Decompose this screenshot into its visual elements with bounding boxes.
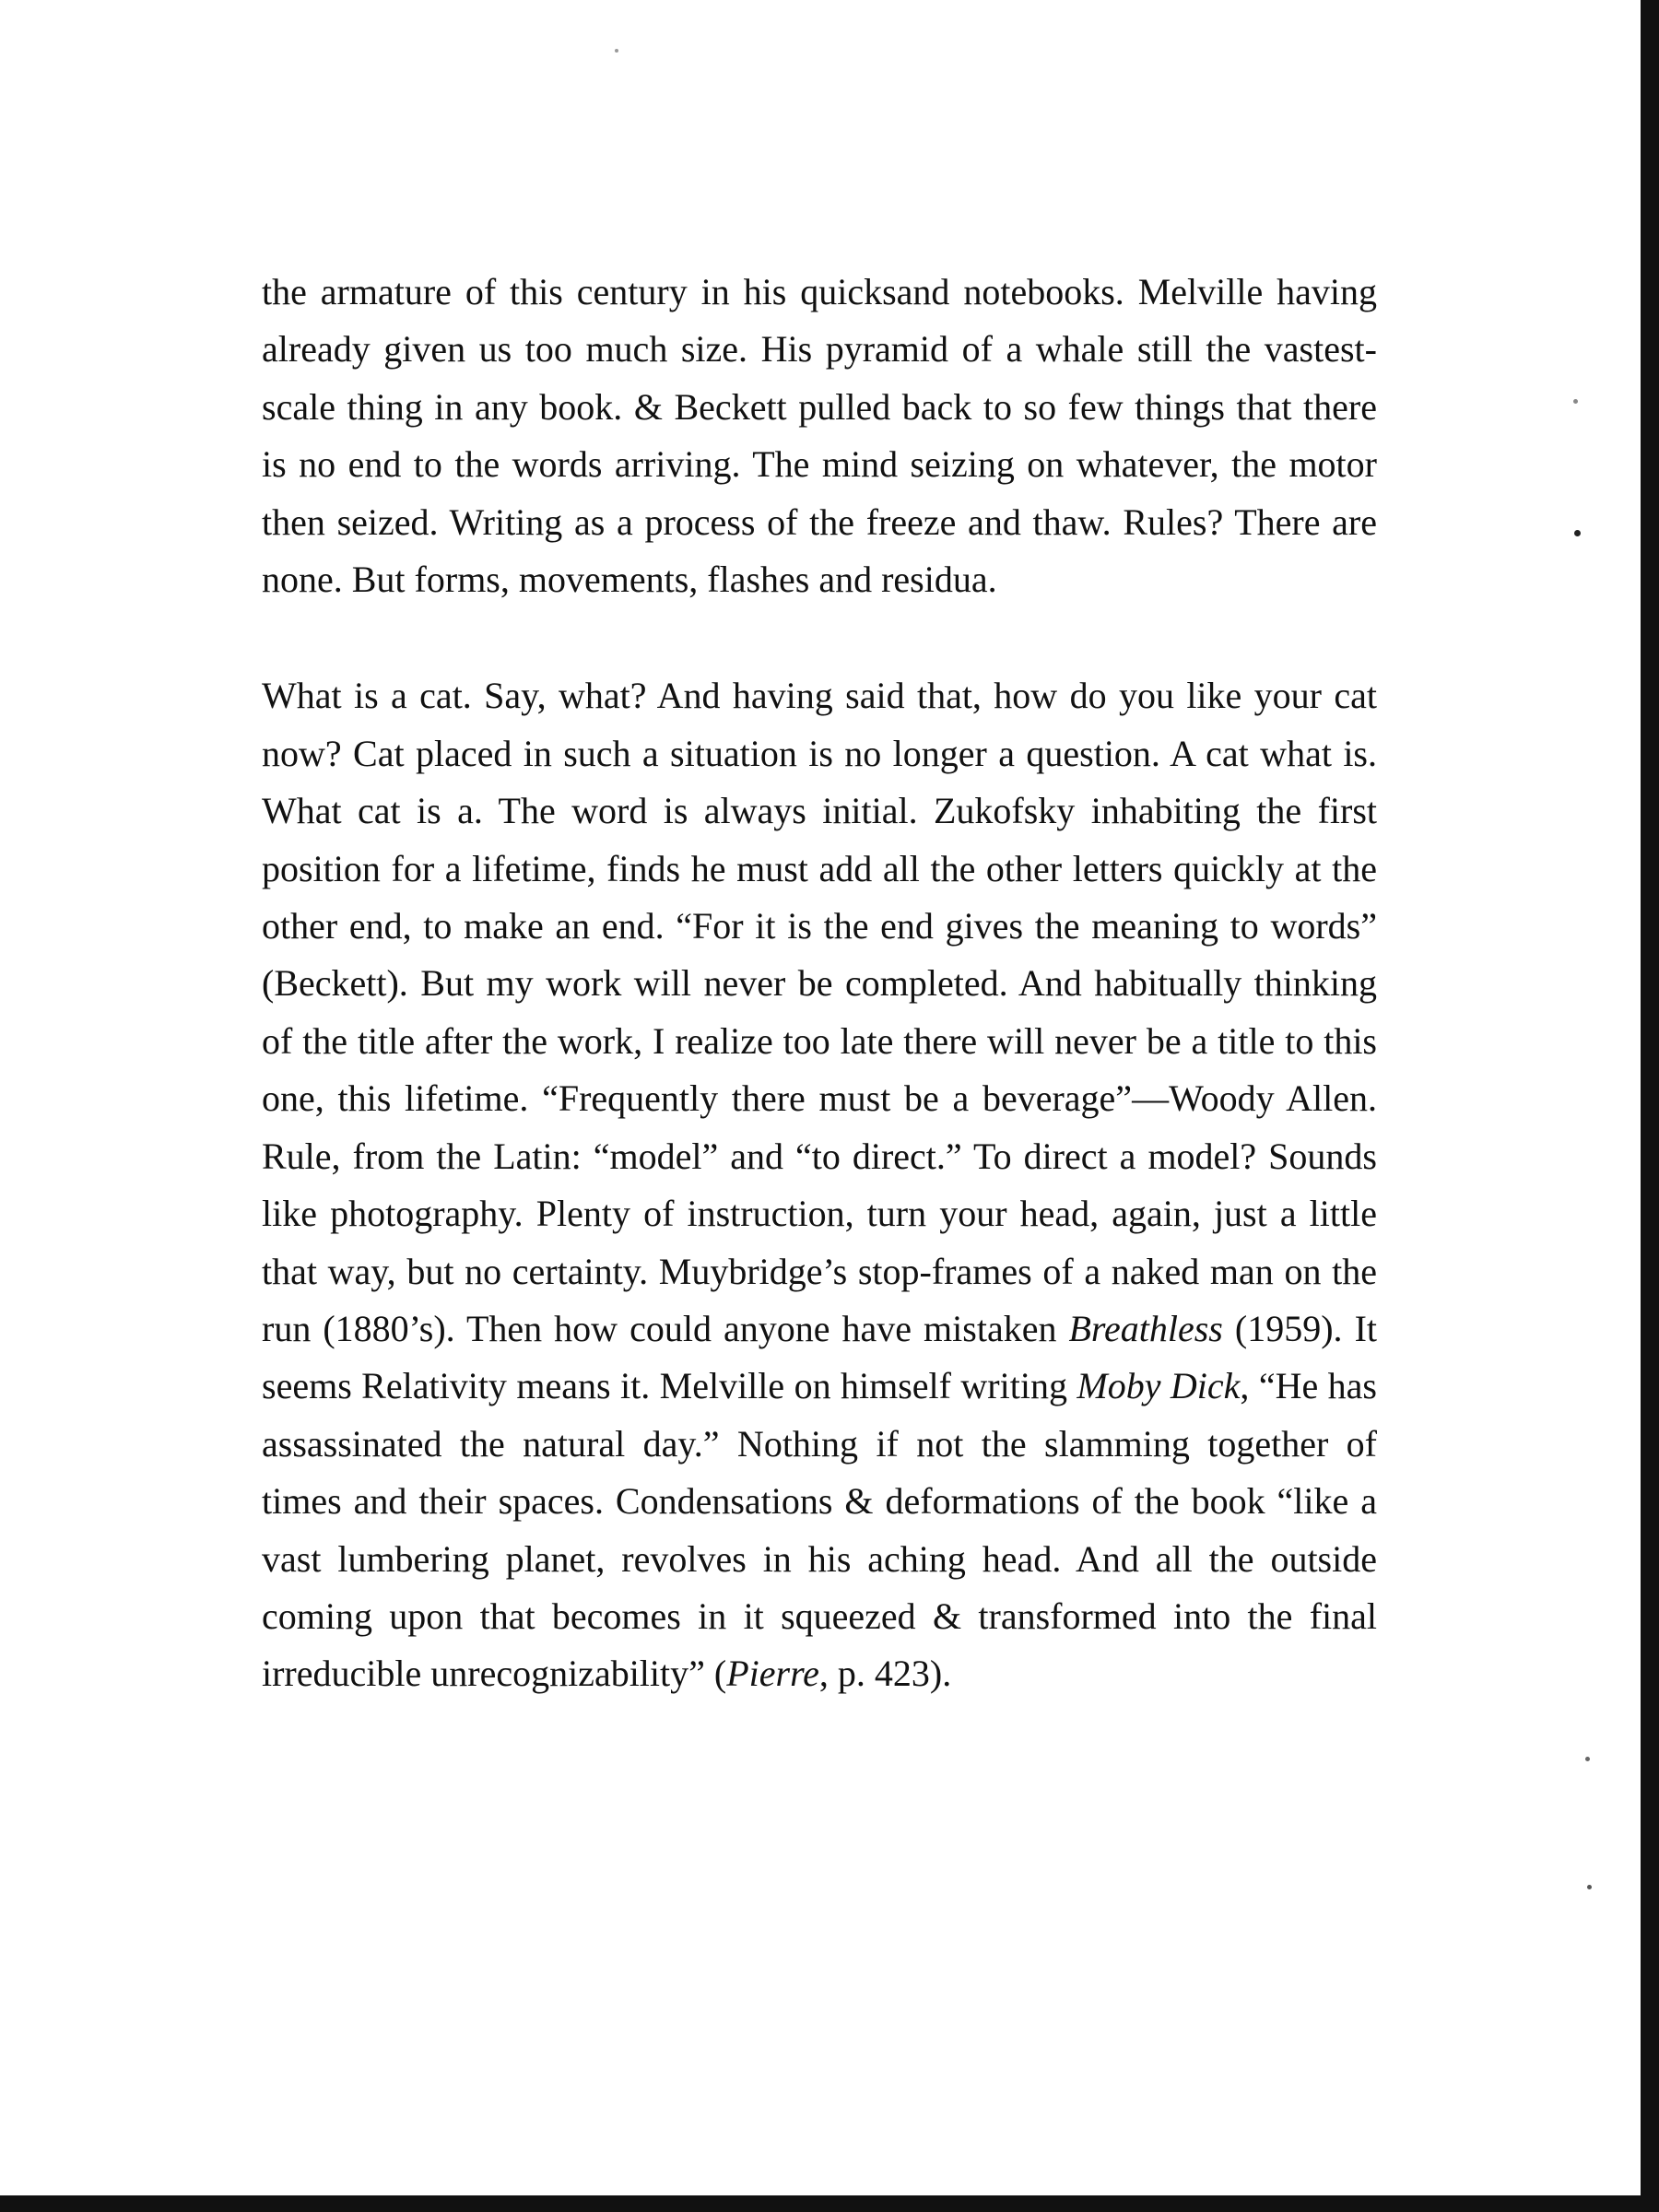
text-column bbox=[262, 264, 1377, 1703]
paragraph-2 bbox=[262, 667, 1377, 1702]
title-pierre: Pierre bbox=[726, 1653, 819, 1695]
paragraph-1 bbox=[262, 264, 1377, 608]
scan-speck bbox=[1587, 1885, 1592, 1889]
paragraph-2-text-part-3: , “He has assassinated the natural day.” Nothing if not the slamming together of times and their spaces. Condensations & deformations of the book “like a vast lumbering planet, revolves in his aching head. And all the outside coming upon that becomes in it squeezed & transformed into the final irreducible unrecognizability” ( bbox=[262, 1365, 1377, 1695]
title-moby-dick: Moby Dick bbox=[1077, 1365, 1241, 1407]
paragraph-2-text-part-2: (1959). It seems Relativity means it. Melville on himself writing bbox=[262, 1307, 1377, 1407]
scan-speck bbox=[1585, 1757, 1590, 1761]
scan-speck bbox=[1573, 399, 1578, 404]
paragraph-2-text-part-4: , p. 423). bbox=[818, 1653, 952, 1695]
scan-speck bbox=[1574, 530, 1581, 536]
title-breathless: Breathless bbox=[1068, 1307, 1223, 1349]
scan-speck bbox=[615, 49, 618, 53]
paragraph-1-text: the armature of this century in his quicksand notebooks. Melville having already given us too much size. His pyramid of a whale still the vastest-scale thing in any book. & Beckett pulled back to so few things that there is no end to the words arriving. The mind seizing on whatever, the motor then seized. Writing as a process of the freeze and thaw. Rules? There are none. But forms, movements, flashes and residua. bbox=[262, 271, 1377, 601]
scan-edge-bottom bbox=[0, 2195, 1659, 2212]
paragraph-2-text-part-1: What is a cat. Say, what? And having said that, how do you like your cat now? Cat placed in such a situation is no longer a question. A cat what is. What cat is a. The word is always initial. Zukofsky inhabiting the first position for a lifetime, finds he must add all the other letters quickly at the other end, to make an end. “For it is the end gives the meaning to words” (Beckett). But my work will never be completed. And habitually thinking of the title after the work, I realize too late there will never be a title to this one, this lifetime. “Frequently there must be a beverage”—Woody Allen. Rule, from the Latin: “model” and “to direct.” To direct a model? Sounds like photography. Plenty of instruction, turn your head, again, just a little that way, but no certainty. Muybridge’s stop-frames of a naked man on the run (1880’s). Then how could anyone have mistaken bbox=[262, 675, 1377, 1349]
scan-edge-right bbox=[1641, 0, 1659, 2212]
